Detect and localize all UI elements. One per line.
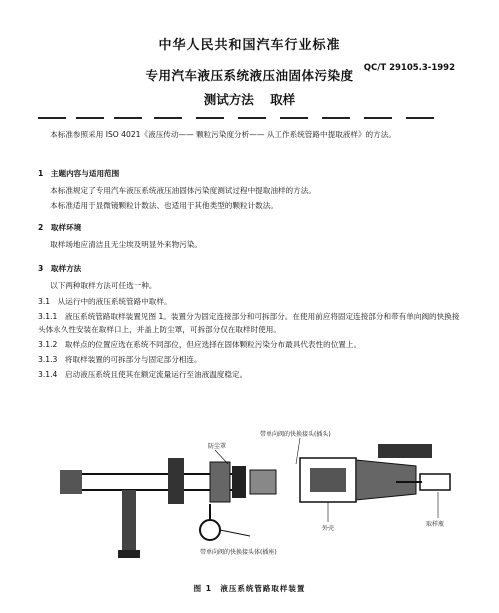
section-3-1-4: 3.1.4 启动液压系统且使其在额定流量运行至油液温度稳定。 — [38, 370, 248, 379]
label-dust-cap: 防尘罩 — [208, 443, 227, 450]
intro-paragraph: 本标准参照采用 ISO 4021《液压传动—— 颗粒污染度分析—— 从工作系统管路中提取液样》的方法。 — [50, 130, 396, 139]
tee-fitting — [168, 458, 184, 504]
section-2-paragraph-1: 取样场地应清洁且无尘埃及明显外来物污染。 — [50, 240, 203, 249]
branch-end-cap — [118, 550, 140, 558]
needle-valve — [200, 520, 220, 540]
document-title: 专用汽车液压系统液压油固体污染度 — [145, 68, 354, 83]
figure-caption: 图 1 液压系统管路取样装置 — [193, 584, 306, 593]
section-1-heading: 1 主题内容与适用范围 — [38, 169, 120, 178]
title-divider — [38, 117, 458, 123]
section-3-1-1: 3.1.1 液压系统管路取样装置见图 1。装置分为固定连接部分和可拆部分。在使用前应将固定连接部分和带有单向阀的快换接头体永久性安装在取样口上，并盖上防尘罩，可拆部分仅在取样时使用。 — [38, 312, 460, 334]
section-3-1-2: 3.1.2 取样点的位置应选在系统不同部位，但应选择在固体颗粒污染分布最具代表性的位置上。 — [38, 340, 362, 349]
sampling-bottle-shape — [420, 474, 450, 490]
coupling-plug-shape — [378, 444, 432, 458]
section-1-paragraph-1: 本标准规定了专用汽车液压系统液压油固体污染度测试过程中提取油样的方法。 — [50, 186, 316, 195]
sampling-device-figure — [60, 430, 470, 580]
subtitle-part-2: 取样 — [270, 92, 296, 107]
pipe-flange-left — [60, 470, 82, 494]
subtitle-part-1: 测试方法 — [203, 92, 254, 107]
section-3-1: 3.1 从运行中的液压系统管路中取样。 — [38, 297, 172, 306]
quick-coupling-socket — [250, 470, 276, 494]
label-sampling-bottle: 取样瓶 — [426, 521, 445, 528]
sampling-branch-pipe — [122, 490, 136, 552]
standard-number: QC/T 29105.3-1992 — [363, 63, 455, 73]
housing-cone — [356, 460, 416, 500]
section-2-heading: 2 取样环境 — [38, 223, 82, 232]
section-3-heading: 3 取样方法 — [38, 264, 82, 273]
label-housing: 外壳 — [322, 525, 335, 532]
dust-cap-shape — [232, 466, 246, 498]
section-3-1-3: 3.1.3 将取样装置的可拆部分与固定部分相连。 — [38, 355, 202, 364]
section-1-paragraph-2: 本标准适用于显微镜颗粒计数法、也适用于其他类型的颗粒计数法。 — [50, 201, 278, 210]
housing-inner — [310, 468, 346, 492]
standard-header: 中华人民共和国汽车行业标准 — [158, 38, 341, 53]
document-subtitle — [0, 90, 499, 108]
label-check-valve-coupling: 带单向阀的快换接头(插头) — [260, 431, 331, 438]
label-quick-coupling: 带单向阀的快换接头体(插座) — [200, 549, 277, 556]
section-3-paragraph-1: 以下两种取样方法可任选一种。 — [50, 281, 157, 290]
valve-body — [210, 462, 230, 502]
